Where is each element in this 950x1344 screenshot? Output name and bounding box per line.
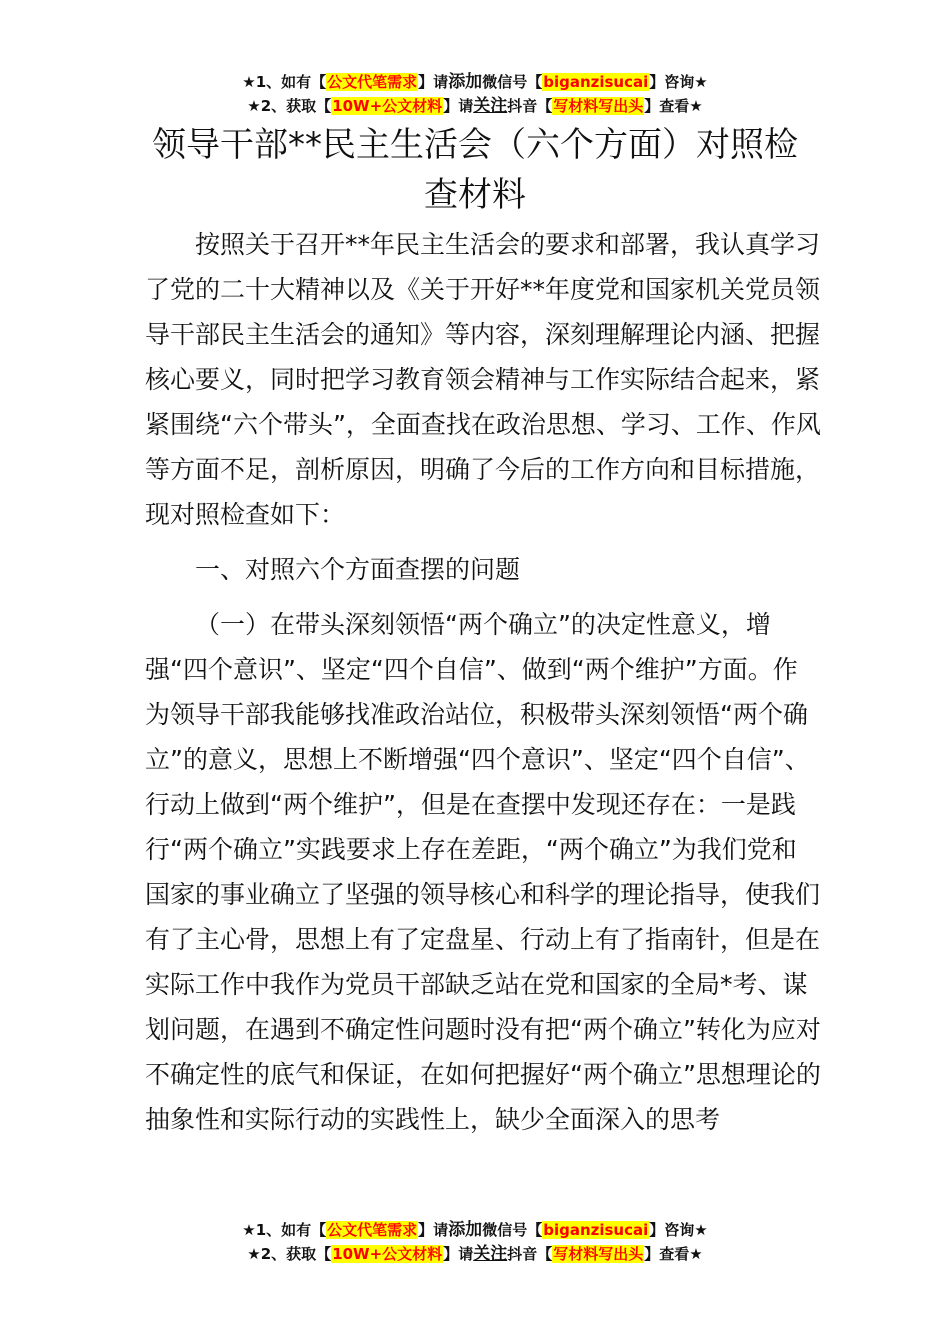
- document-body: [145, 222, 821, 1142]
- promo-highlight: 公文代笔需求: [327, 1221, 418, 1239]
- promo-text: 】请: [418, 73, 449, 91]
- promo-text: 】咨询: [649, 1221, 695, 1239]
- promo-emphasis: 添加: [448, 72, 483, 92]
- footer-promo-banner: [0, 1218, 950, 1266]
- promo-text: 抖音【: [507, 1245, 553, 1263]
- promo-douyin-id: 写材料写出头: [553, 1245, 644, 1263]
- promo-text: 1、如有【: [255, 1221, 327, 1239]
- star-icon: ★: [242, 73, 256, 91]
- document-title: 领导干部**民主生活会（六个方面）对照检查材料: [152, 125, 798, 215]
- section-heading: 一、对照六个方面查摆的问题: [195, 555, 521, 584]
- star-icon: ★: [689, 97, 703, 115]
- promo-line-2: [0, 94, 950, 118]
- section-paragraph: （一）在带头深刻领悟“两个确立”的决定性意义，增强“四个意识”、坚定“四个自信”、做到“两个维护”方面。作为领导干部我能够找准政治站位，积极带头深刻领悟“两个确立”的意义，思想上不断增强“四个意识”、坚定“四个自信”、行动上做到“两个维护”，但是在查摆中发现还存在：一是践行“两个确立”实践要求上存在差距，“两个确立”为我们党和国家的事业确立了坚强的领导核心和科学的理论指导，使我们有了主心骨，思想上有了定盘星、行动上有了指南针，但是在实际工作中我作为党员干部缺乏站在党和国家的全局*考、谋划问题，在遇到不确定性问题时没有把“两个确立”转化为应对不确定性的底气和保证，在如何把握好“两个确立”思想理论的抽象性和实际行动的实践性上，缺少全面深入的思考: [145, 610, 821, 1134]
- promo-wechat-id: biganzisucai: [543, 73, 649, 91]
- promo-emphasis: 添加: [448, 1220, 483, 1240]
- promo-text: 】查看: [644, 1245, 690, 1263]
- header-promo-banner: [0, 70, 950, 118]
- promo-text: 1、如有【: [255, 73, 327, 91]
- promo-text: 微信号【: [482, 1221, 543, 1239]
- star-icon: ★: [694, 73, 708, 91]
- promo-highlight: 公文代笔需求: [327, 73, 418, 91]
- star-icon: ★: [247, 1245, 261, 1263]
- promo-line-1: [0, 1218, 950, 1242]
- promo-text: 】查看: [644, 97, 690, 115]
- star-icon: ★: [242, 1221, 256, 1239]
- promo-text: 】请: [443, 1245, 474, 1263]
- promo-text: 2、获取【: [260, 97, 332, 115]
- promo-line-1: [0, 70, 950, 94]
- promo-text: 抖音【: [507, 97, 553, 115]
- promo-wechat-id: biganzisucai: [543, 1221, 649, 1239]
- promo-highlight: 10W+公文材料: [332, 97, 443, 115]
- promo-text: 微信号【: [482, 73, 543, 91]
- promo-text: 】请: [443, 97, 474, 115]
- promo-douyin-id: 写材料写出头: [553, 97, 644, 115]
- star-icon: ★: [689, 1245, 703, 1263]
- promo-text: 】咨询: [649, 73, 695, 91]
- star-icon: ★: [694, 1221, 708, 1239]
- star-icon: ★: [247, 97, 261, 115]
- promo-highlight: 10W+公文材料: [332, 1245, 443, 1263]
- promo-text: 】请: [418, 1221, 449, 1239]
- promo-emphasis: 关注: [473, 96, 508, 116]
- promo-line-2: [0, 1242, 950, 1266]
- promo-emphasis: 关注: [473, 1244, 508, 1264]
- promo-text: 2、获取【: [260, 1245, 332, 1263]
- intro-paragraph: 按照关于召开**年民主生活会的要求和部署，我认真学习了党的二十大精神以及《关于开好**年度党和国家机关党员领导干部民主生活会的通知》等内容，深刻理解理论内涵、把握核心要义，同时把学习教育领会精神与工作实际结合起来，紧紧围绕“六个带头”，全面查找在政治思想、学习、工作、作风等方面不足，剖析原因，明确了今后的工作方向和目标措施，现对照检查如下：: [145, 230, 821, 529]
